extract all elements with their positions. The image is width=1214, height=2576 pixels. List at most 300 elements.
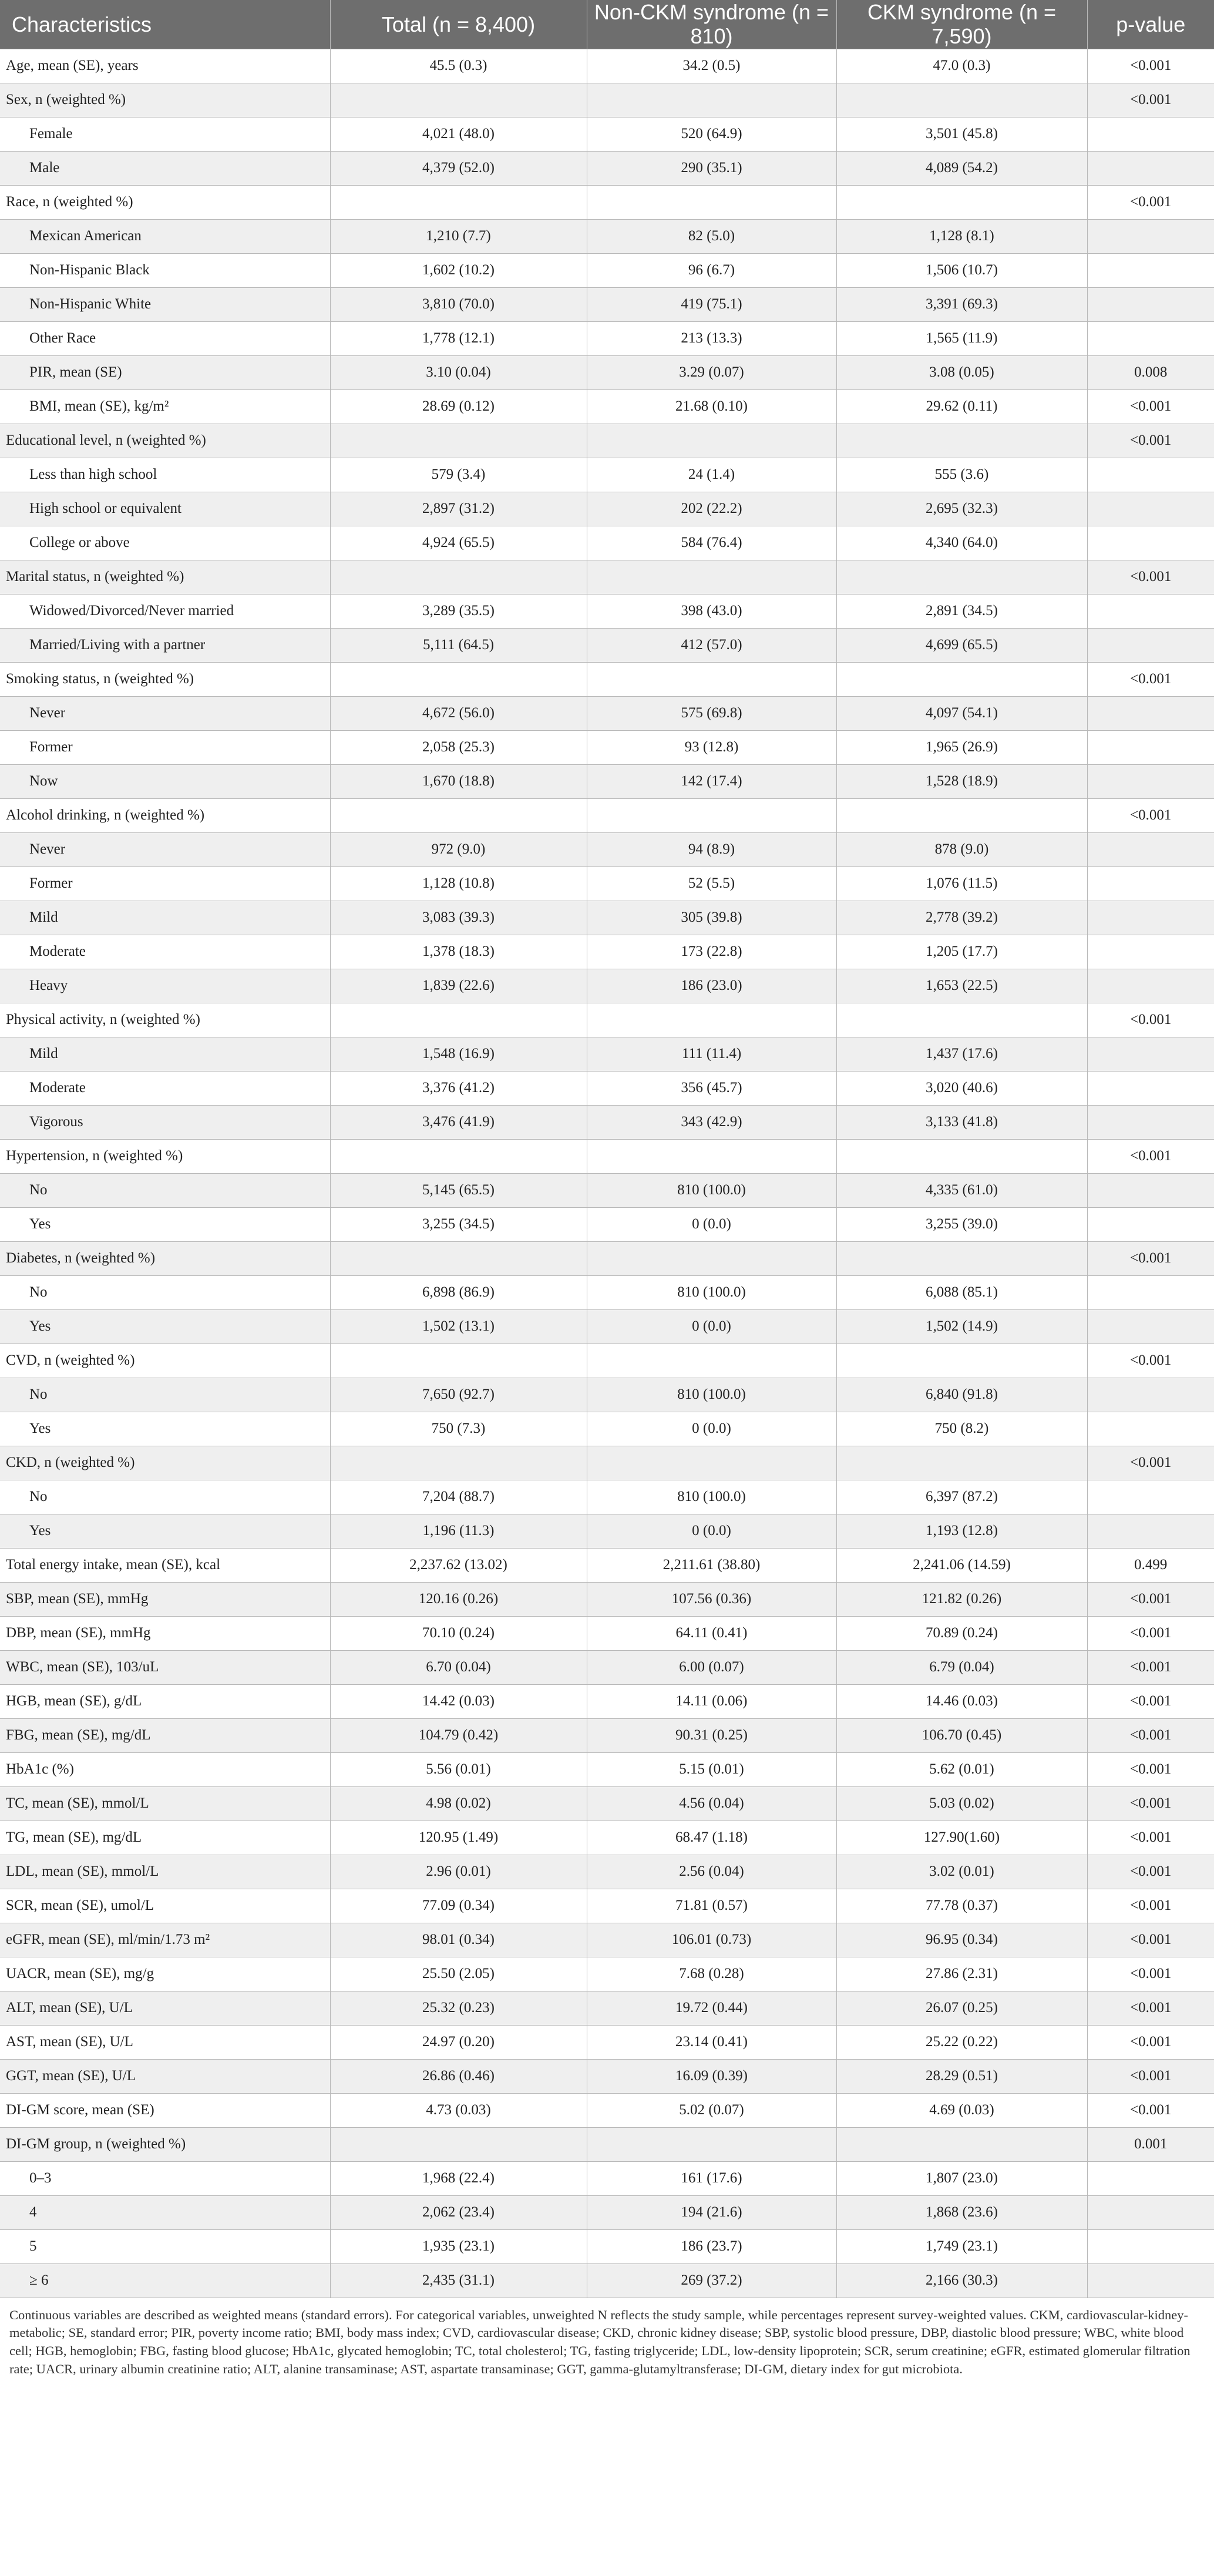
cell-pvalue: <0.001: [1087, 1752, 1214, 1786]
cell-total: 1,548 (16.9): [330, 1037, 587, 1071]
table-row: [0, 2059, 1214, 2093]
cell-total: 3.10 (0.04): [330, 355, 587, 389]
cell-pvalue: <0.001: [1087, 560, 1214, 594]
cell-ckm: 6,397 (87.2): [836, 1480, 1087, 1514]
cell-non-ckm: 290 (35.1): [587, 151, 836, 185]
cell-total: 4,021 (48.0): [330, 117, 587, 151]
row-label: 5: [0, 2229, 330, 2263]
row-label: No: [0, 1378, 330, 1412]
cell-non-ckm: 186 (23.7): [587, 2229, 836, 2263]
row-label: Widowed/Divorced/Never married: [0, 594, 330, 628]
cell-pvalue: [1087, 901, 1214, 935]
row-label: Heavy: [0, 969, 330, 1003]
cell-ckm: 27.86 (2.31): [836, 1957, 1087, 1991]
cell-pvalue: [1087, 458, 1214, 492]
row-label: Yes: [0, 1412, 330, 1446]
cell-pvalue: [1087, 1378, 1214, 1412]
table-row: [0, 969, 1214, 1003]
cell-total: 750 (7.3): [330, 1412, 587, 1446]
row-label: Physical activity, n (weighted %): [0, 1003, 330, 1037]
row-label: TG, mean (SE), mg/dL: [0, 1821, 330, 1855]
row-label: BMI, mean (SE), kg/m²: [0, 389, 330, 424]
cell-non-ckm: 4.56 (0.04): [587, 1786, 836, 1821]
cell-ckm: 3,391 (69.3): [836, 287, 1087, 321]
table-row: [0, 1718, 1214, 1752]
row-label: High school or equivalent: [0, 492, 330, 526]
cell-non-ckm: 5.02 (0.07): [587, 2093, 836, 2127]
cell-non-ckm: 213 (13.3): [587, 321, 836, 355]
cell-total: 3,810 (70.0): [330, 287, 587, 321]
cell-non-ckm: 82 (5.0): [587, 219, 836, 253]
cell-non-ckm: 161 (17.6): [587, 2161, 836, 2195]
cell-non-ckm: 194 (21.6): [587, 2195, 836, 2229]
cell-non-ckm: [587, 1446, 836, 1480]
cell-pvalue: [1087, 321, 1214, 355]
cell-ckm: 2,241.06 (14.59): [836, 1548, 1087, 1582]
table-body: [0, 49, 1214, 2298]
cell-pvalue: <0.001: [1087, 2093, 1214, 2127]
cell-total: 2,237.62 (13.02): [330, 1548, 587, 1582]
cell-ckm: 6,088 (85.1): [836, 1275, 1087, 1309]
cell-total: 1,502 (13.1): [330, 1309, 587, 1344]
cell-total: 1,210 (7.7): [330, 219, 587, 253]
cell-ckm: [836, 1139, 1087, 1173]
cell-total: [330, 560, 587, 594]
cell-pvalue: <0.001: [1087, 1344, 1214, 1378]
cell-total: 120.95 (1.49): [330, 1821, 587, 1855]
table-row: [0, 1752, 1214, 1786]
cell-pvalue: 0.001: [1087, 2127, 1214, 2161]
cell-ckm: 1,193 (12.8): [836, 1514, 1087, 1548]
cell-ckm: 555 (3.6): [836, 458, 1087, 492]
row-label: AST, mean (SE), U/L: [0, 2025, 330, 2059]
cell-non-ckm: [587, 1344, 836, 1378]
cell-pvalue: <0.001: [1087, 1582, 1214, 1616]
cell-non-ckm: 343 (42.9): [587, 1105, 836, 1139]
table-row: [0, 866, 1214, 901]
cell-total: 4.73 (0.03): [330, 2093, 587, 2127]
cell-total: [330, 2127, 587, 2161]
cell-ckm: [836, 1003, 1087, 1037]
cell-non-ckm: 2,211.61 (38.80): [587, 1548, 836, 1582]
table-row: [0, 117, 1214, 151]
table-row: [0, 83, 1214, 117]
cell-ckm: [836, 1241, 1087, 1275]
cell-total: 4,379 (52.0): [330, 151, 587, 185]
cell-total: 4,672 (56.0): [330, 696, 587, 730]
cell-pvalue: <0.001: [1087, 185, 1214, 219]
cell-total: 25.50 (2.05): [330, 1957, 587, 1991]
cell-pvalue: <0.001: [1087, 1650, 1214, 1684]
cell-non-ckm: [587, 2127, 836, 2161]
table-row: [0, 1957, 1214, 1991]
cell-ckm: 1,437 (17.6): [836, 1037, 1087, 1071]
table-row: [0, 560, 1214, 594]
cell-non-ckm: 810 (100.0): [587, 1480, 836, 1514]
cell-total: 104.79 (0.42): [330, 1718, 587, 1752]
cell-total: [330, 1139, 587, 1173]
cell-pvalue: [1087, 253, 1214, 287]
table-row: [0, 1378, 1214, 1412]
cell-non-ckm: 19.72 (0.44): [587, 1991, 836, 2025]
cell-ckm: 4,089 (54.2): [836, 151, 1087, 185]
table-row: [0, 1275, 1214, 1309]
cell-non-ckm: 356 (45.7): [587, 1071, 836, 1105]
table-row: [0, 1309, 1214, 1344]
row-label: FBG, mean (SE), mg/dL: [0, 1718, 330, 1752]
cell-ckm: 4.69 (0.03): [836, 2093, 1087, 2127]
cell-ckm: 4,699 (65.5): [836, 628, 1087, 662]
cell-non-ckm: 5.15 (0.01): [587, 1752, 836, 1786]
cell-non-ckm: [587, 798, 836, 832]
table-row: [0, 389, 1214, 424]
row-label: Married/Living with a partner: [0, 628, 330, 662]
cell-ckm: [836, 2127, 1087, 2161]
cell-total: [330, 662, 587, 696]
row-label: Mild: [0, 901, 330, 935]
row-label: 0–3: [0, 2161, 330, 2195]
cell-pvalue: <0.001: [1087, 1139, 1214, 1173]
cell-ckm: 70.89 (0.24): [836, 1616, 1087, 1650]
cell-pvalue: [1087, 1105, 1214, 1139]
cell-ckm: 3,133 (41.8): [836, 1105, 1087, 1139]
table-row: [0, 1480, 1214, 1514]
table-row: [0, 526, 1214, 560]
row-label: TC, mean (SE), mmol/L: [0, 1786, 330, 1821]
cell-non-ckm: 142 (17.4): [587, 764, 836, 798]
cell-total: [330, 1446, 587, 1480]
table-row: [0, 2127, 1214, 2161]
cell-pvalue: <0.001: [1087, 1821, 1214, 1855]
cell-total: 6,898 (86.9): [330, 1275, 587, 1309]
row-label: Yes: [0, 1309, 330, 1344]
cell-pvalue: <0.001: [1087, 1718, 1214, 1752]
cell-non-ckm: 64.11 (0.41): [587, 1616, 836, 1650]
cell-total: 5.56 (0.01): [330, 1752, 587, 1786]
cell-non-ckm: [587, 424, 836, 458]
row-label: Female: [0, 117, 330, 151]
table-row: [0, 1855, 1214, 1889]
cell-ckm: 4,097 (54.1): [836, 696, 1087, 730]
table-row: [0, 2195, 1214, 2229]
cell-total: 3,376 (41.2): [330, 1071, 587, 1105]
table-row: [0, 287, 1214, 321]
cell-total: 3,083 (39.3): [330, 901, 587, 935]
cell-non-ckm: 810 (100.0): [587, 1378, 836, 1412]
cell-non-ckm: 7.68 (0.28): [587, 1957, 836, 1991]
cell-non-ckm: 6.00 (0.07): [587, 1650, 836, 1684]
cell-pvalue: <0.001: [1087, 1003, 1214, 1037]
cell-total: 3,476 (41.9): [330, 1105, 587, 1139]
cell-total: 26.86 (0.46): [330, 2059, 587, 2093]
row-label: No: [0, 1480, 330, 1514]
cell-ckm: 127.90(1.60): [836, 1821, 1087, 1855]
header-total: Total (n = 8,400): [330, 0, 587, 49]
table-row: [0, 458, 1214, 492]
cell-non-ckm: [587, 1003, 836, 1037]
cell-non-ckm: 14.11 (0.06): [587, 1684, 836, 1718]
table-row: [0, 935, 1214, 969]
row-label: Non-Hispanic White: [0, 287, 330, 321]
cell-pvalue: [1087, 492, 1214, 526]
table-row: [0, 764, 1214, 798]
row-label: Race, n (weighted %): [0, 185, 330, 219]
cell-non-ckm: 0 (0.0): [587, 1412, 836, 1446]
header-characteristics: Characteristics: [0, 0, 330, 49]
cell-total: 1,670 (18.8): [330, 764, 587, 798]
cell-ckm: 29.62 (0.11): [836, 389, 1087, 424]
cell-pvalue: <0.001: [1087, 1889, 1214, 1923]
cell-non-ckm: 0 (0.0): [587, 1514, 836, 1548]
table-row: [0, 696, 1214, 730]
row-label: SBP, mean (SE), mmHg: [0, 1582, 330, 1616]
cell-pvalue: [1087, 1275, 1214, 1309]
row-label: Diabetes, n (weighted %): [0, 1241, 330, 1275]
header-row: [0, 0, 1214, 49]
table-row: [0, 253, 1214, 287]
cell-non-ckm: 0 (0.0): [587, 1207, 836, 1241]
cell-pvalue: [1087, 151, 1214, 185]
cell-pvalue: [1087, 969, 1214, 1003]
cell-pvalue: <0.001: [1087, 1923, 1214, 1957]
cell-ckm: 5.62 (0.01): [836, 1752, 1087, 1786]
cell-non-ckm: 24 (1.4): [587, 458, 836, 492]
cell-total: 579 (3.4): [330, 458, 587, 492]
row-label: DBP, mean (SE), mmHg: [0, 1616, 330, 1650]
row-label: Age, mean (SE), years: [0, 49, 330, 83]
cell-total: 1,778 (12.1): [330, 321, 587, 355]
cell-total: 1,935 (23.1): [330, 2229, 587, 2263]
cell-pvalue: 0.499: [1087, 1548, 1214, 1582]
cell-non-ckm: 34.2 (0.5): [587, 49, 836, 83]
header-pvalue: p-value: [1087, 0, 1214, 49]
table-row: [0, 1889, 1214, 1923]
row-label: College or above: [0, 526, 330, 560]
cell-ckm: 2,166 (30.3): [836, 2263, 1087, 2298]
row-label: Never: [0, 696, 330, 730]
cell-pvalue: <0.001: [1087, 1957, 1214, 1991]
cell-ckm: 28.29 (0.51): [836, 2059, 1087, 2093]
table-row: [0, 219, 1214, 253]
table-row: [0, 628, 1214, 662]
cell-pvalue: [1087, 594, 1214, 628]
cell-pvalue: <0.001: [1087, 662, 1214, 696]
cell-ckm: 106.70 (0.45): [836, 1718, 1087, 1752]
table-row: [0, 2093, 1214, 2127]
cell-ckm: 1,653 (22.5): [836, 969, 1087, 1003]
cell-ckm: [836, 798, 1087, 832]
row-label: Marital status, n (weighted %): [0, 560, 330, 594]
cell-total: 2,058 (25.3): [330, 730, 587, 764]
table-row: [0, 2229, 1214, 2263]
cell-non-ckm: 111 (11.4): [587, 1037, 836, 1071]
cell-ckm: 1,502 (14.9): [836, 1309, 1087, 1344]
cell-pvalue: [1087, 287, 1214, 321]
cell-total: 1,378 (18.3): [330, 935, 587, 969]
cell-ckm: 3,020 (40.6): [836, 1071, 1087, 1105]
cell-non-ckm: [587, 1139, 836, 1173]
cell-non-ckm: 16.09 (0.39): [587, 2059, 836, 2093]
table-footnote: Continuous variables are described as weighted means (standard errors). For categorical variables, unweighted N reflects the study sample, while percentages represent survey-weighted values. CKM, cardiovascular-kidney-metabolic; SE, standard error; PIR, poverty income ratio; BMI, body mass index; CVD, cardiovascular disease; CKD, chronic kidney disease; SBP, systolic blood pressure, DBP, diastolic blood pressure; WBC, white blood cell; HGB, hemoglobin; FBG, fasting blood glucose; HbA1c, glycated hemoglobin; TC, total cholesterol; TG, fasting triglyceride; LDL, low-density lipoprotein; SCR, serum creatinine; eGFR, estimated glomerular filtration rate; UACR, urinary albumin creatinine ratio; ALT, alanine transaminase; AST, aspartate transaminase; GGT, gamma-glutamyltransferase; DI-GM, dietary index for gut microbiota.: [9, 2307, 1191, 2376]
cell-total: 4,924 (65.5): [330, 526, 587, 560]
cell-non-ckm: 269 (37.2): [587, 2263, 836, 2298]
cell-pvalue: <0.001: [1087, 2025, 1214, 2059]
table-row: [0, 424, 1214, 458]
cell-total: [330, 185, 587, 219]
cell-total: 98.01 (0.34): [330, 1923, 587, 1957]
cell-ckm: 1,807 (23.0): [836, 2161, 1087, 2195]
table-row: [0, 1923, 1214, 1957]
row-label: Male: [0, 151, 330, 185]
row-label: Moderate: [0, 935, 330, 969]
cell-pvalue: [1087, 1514, 1214, 1548]
cell-total: [330, 1241, 587, 1275]
cell-total: 2,897 (31.2): [330, 492, 587, 526]
cell-ckm: 3,501 (45.8): [836, 117, 1087, 151]
cell-non-ckm: [587, 662, 836, 696]
row-label: Yes: [0, 1207, 330, 1241]
cell-non-ckm: 3.29 (0.07): [587, 355, 836, 389]
table-row: [0, 594, 1214, 628]
cell-ckm: 878 (9.0): [836, 832, 1087, 866]
table-row: [0, 1037, 1214, 1071]
cell-ckm: 1,506 (10.7): [836, 253, 1087, 287]
cell-pvalue: <0.001: [1087, 389, 1214, 424]
table-row: [0, 1684, 1214, 1718]
cell-total: [330, 424, 587, 458]
row-label: Less than high school: [0, 458, 330, 492]
cell-total: 2,435 (31.1): [330, 2263, 587, 2298]
row-label: CVD, n (weighted %): [0, 1344, 330, 1378]
row-label: Smoking status, n (weighted %): [0, 662, 330, 696]
table-row: [0, 1446, 1214, 1480]
cell-non-ckm: 202 (22.2): [587, 492, 836, 526]
cell-ckm: 4,340 (64.0): [836, 526, 1087, 560]
cell-non-ckm: 173 (22.8): [587, 935, 836, 969]
row-label: GGT, mean (SE), U/L: [0, 2059, 330, 2093]
table-row: [0, 1650, 1214, 1684]
table-row: [0, 2025, 1214, 2059]
cell-non-ckm: 93 (12.8): [587, 730, 836, 764]
cell-total: 14.42 (0.03): [330, 1684, 587, 1718]
cell-ckm: 6,840 (91.8): [836, 1378, 1087, 1412]
cell-ckm: 5.03 (0.02): [836, 1786, 1087, 1821]
row-label: Former: [0, 866, 330, 901]
cell-non-ckm: 0 (0.0): [587, 1309, 836, 1344]
row-label: Mexican American: [0, 219, 330, 253]
row-label: HGB, mean (SE), g/dL: [0, 1684, 330, 1718]
cell-ckm: [836, 185, 1087, 219]
cell-pvalue: [1087, 1412, 1214, 1446]
cell-pvalue: [1087, 764, 1214, 798]
row-label: Total energy intake, mean (SE), kcal: [0, 1548, 330, 1582]
row-label: Moderate: [0, 1071, 330, 1105]
cell-pvalue: [1087, 2195, 1214, 2229]
row-label: ALT, mean (SE), U/L: [0, 1991, 330, 2025]
cell-total: 4.98 (0.02): [330, 1786, 587, 1821]
table-row: [0, 1786, 1214, 1821]
cell-non-ckm: 186 (23.0): [587, 969, 836, 1003]
cell-pvalue: [1087, 1037, 1214, 1071]
cell-ckm: [836, 560, 1087, 594]
cell-pvalue: <0.001: [1087, 798, 1214, 832]
cell-ckm: 6.79 (0.04): [836, 1650, 1087, 1684]
cell-total: 2,062 (23.4): [330, 2195, 587, 2229]
cell-pvalue: [1087, 117, 1214, 151]
cell-pvalue: [1087, 628, 1214, 662]
cell-pvalue: [1087, 696, 1214, 730]
cell-pvalue: [1087, 219, 1214, 253]
cell-total: 25.32 (0.23): [330, 1991, 587, 2025]
cell-total: 45.5 (0.3): [330, 49, 587, 83]
cell-total: 28.69 (0.12): [330, 389, 587, 424]
cell-non-ckm: [587, 1241, 836, 1275]
cell-total: 70.10 (0.24): [330, 1616, 587, 1650]
row-label: ≥ 6: [0, 2263, 330, 2298]
cell-ckm: 1,965 (26.9): [836, 730, 1087, 764]
table-row: [0, 662, 1214, 696]
cell-non-ckm: 584 (76.4): [587, 526, 836, 560]
table-row: [0, 492, 1214, 526]
cell-pvalue: [1087, 1173, 1214, 1207]
header-non-ckm: Non-CKM syndrome (n = 810): [587, 0, 836, 49]
cell-total: 3,255 (34.5): [330, 1207, 587, 1241]
table-row: [0, 1207, 1214, 1241]
table-row: [0, 151, 1214, 185]
cell-total: 77.09 (0.34): [330, 1889, 587, 1923]
cell-non-ckm: 71.81 (0.57): [587, 1889, 836, 1923]
row-label: Non-Hispanic Black: [0, 253, 330, 287]
row-label: No: [0, 1173, 330, 1207]
cell-non-ckm: 305 (39.8): [587, 901, 836, 935]
cell-non-ckm: [587, 185, 836, 219]
table-row: [0, 1071, 1214, 1105]
cell-non-ckm: 2.56 (0.04): [587, 1855, 836, 1889]
cell-total: 1,128 (10.8): [330, 866, 587, 901]
cell-non-ckm: 810 (100.0): [587, 1275, 836, 1309]
cell-non-ckm: 96 (6.7): [587, 253, 836, 287]
cell-non-ckm: 575 (69.8): [587, 696, 836, 730]
table-row: [0, 730, 1214, 764]
cell-ckm: 2,778 (39.2): [836, 901, 1087, 935]
cell-pvalue: [1087, 1207, 1214, 1241]
cell-pvalue: <0.001: [1087, 1684, 1214, 1718]
cell-total: 1,839 (22.6): [330, 969, 587, 1003]
cell-ckm: [836, 424, 1087, 458]
cell-pvalue: <0.001: [1087, 83, 1214, 117]
row-label: UACR, mean (SE), mg/g: [0, 1957, 330, 1991]
cell-pvalue: [1087, 832, 1214, 866]
cell-total: [330, 1003, 587, 1037]
cell-total: 5,145 (65.5): [330, 1173, 587, 1207]
cell-pvalue: [1087, 730, 1214, 764]
table-row: [0, 798, 1214, 832]
cell-non-ckm: 520 (64.9): [587, 117, 836, 151]
row-label: 4: [0, 2195, 330, 2229]
row-label: WBC, mean (SE), 103/uL: [0, 1650, 330, 1684]
table-header: [0, 0, 1214, 49]
cell-ckm: 3.02 (0.01): [836, 1855, 1087, 1889]
cell-ckm: 1,128 (8.1): [836, 219, 1087, 253]
cell-ckm: 1,749 (23.1): [836, 2229, 1087, 2263]
cell-ckm: [836, 1446, 1087, 1480]
table-row: [0, 1173, 1214, 1207]
cell-non-ckm: 412 (57.0): [587, 628, 836, 662]
cell-ckm: 2,891 (34.5): [836, 594, 1087, 628]
cell-total: 7,204 (88.7): [330, 1480, 587, 1514]
cell-ckm: 47.0 (0.3): [836, 49, 1087, 83]
cell-ckm: [836, 83, 1087, 117]
